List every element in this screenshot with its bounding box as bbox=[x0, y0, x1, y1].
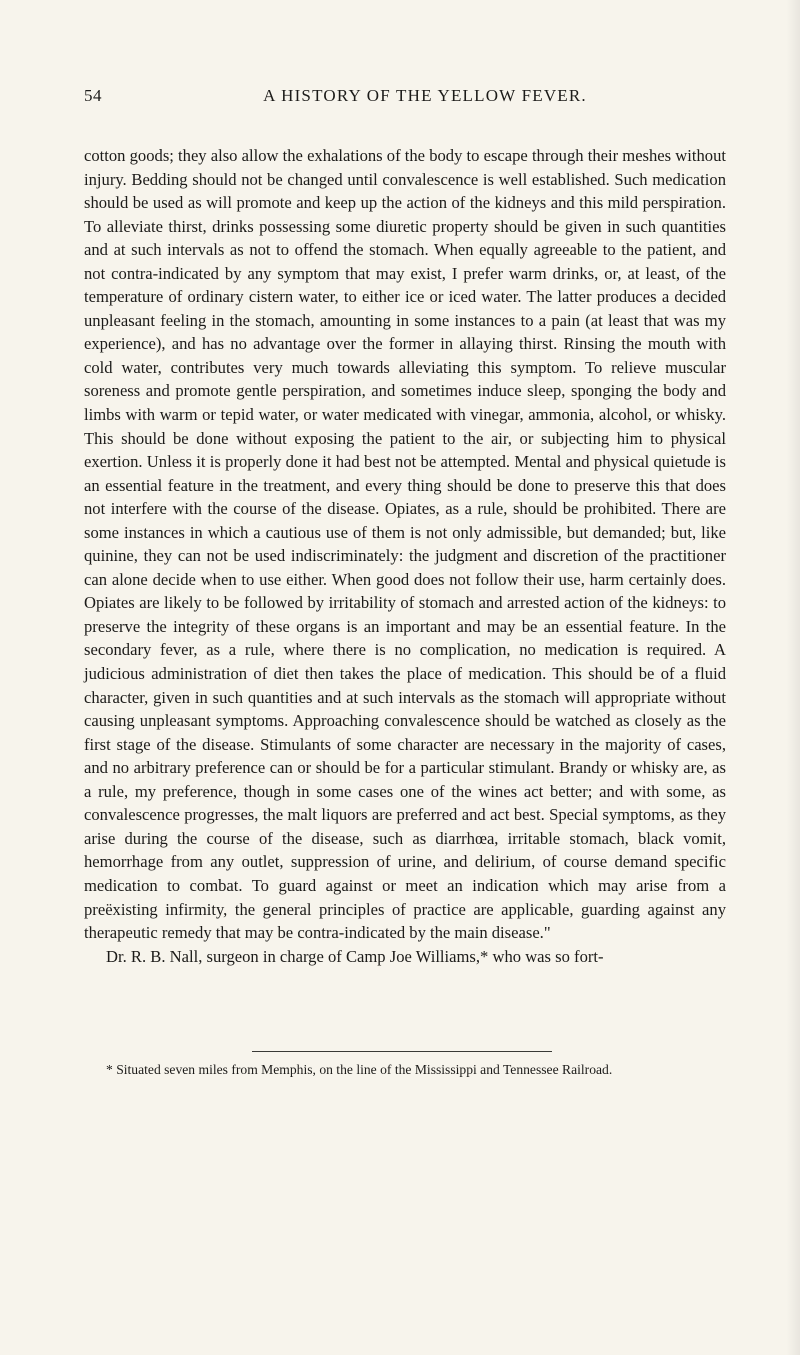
running-title: A HISTORY OF THE YELLOW FEVER. bbox=[263, 86, 587, 105]
paragraph-dr-nall: Dr. R. B. Nall, surgeon in charge of Camp Joe Williams,* who was so fort- bbox=[106, 946, 604, 966]
footnote: * Situated seven miles from Memphis, on the line of the Mississippi and Tennessee Railroad. bbox=[106, 1062, 613, 1077]
page-number: 54 bbox=[84, 86, 102, 105]
footnote-rule bbox=[252, 1051, 552, 1052]
page-edge-shadow bbox=[786, 0, 800, 1355]
running-head bbox=[84, 86, 726, 110]
body-text bbox=[84, 144, 726, 968]
paragraph-continued: cotton goods; they also allow the exhalations of the body to escape through their meshes without injury. Bedding should not be changed until convalescence is well established. Such medication should be used as will promote and keep up the action of the kidneys and this mild perspiration. To alleviate thirst, drinks possessing some diuretic property should be given in such quantities and at such intervals as not to offend the stomach. When equally agreeable to the patient, and not contra-indicated by any symptom that may exist, I prefer warm drinks, or, at least, of the temperature of ordinary cistern water, to either ice or iced water. The latter produces a decided unpleasant feeling in the stomach, amounting in some instances to a pain (at least that was my experience), and has no advantage over the former in allaying thirst. Rinsing the mouth with cold water, contributes very much towards alleviating this symptom. To relieve muscular soreness and promote gentle perspiration, and sometimes induce sleep, sponging the body and limbs with warm or tepid water, or water medicated with vinegar, ammonia, alcohol, or whisky. This should be done without exposing the patient to the air, or subjecting him to physical exertion. Unless it is properly done it had best not be attempted. Mental and physical quietude is an essential feature in the treatment, and every thing should be done to preserve this that does not interfere with the course of the disease. Opiates, as a rule, should be prohibited. There are some instances in which a cautious use of them is not only admissible, but demanded; but, like quinine, they can not be used indiscriminately: the judgment and discretion of the practitioner can alone decide when to use either. When good does not follow their use, harm certainly does. Opiates are likely to be followed by irritability of stomach and arrested action of the kidneys: to preserve the integrity of these organs is an important and may be an essential feature. In the secondary fever, as a rule, where there is no complication, no medication is required. A judicious administration of diet then takes the place of medication. This should be of a fluid character, given in such quantities and at such intervals as the stomach will appropriate without causing unpleasant symptoms. Approaching convalescence should be watched as closely as the first stage of the disease. Stimulants of some character are necessary in the majority of cases, and no arbitrary preference can or should be for a particular stimulant. Brandy or whisky are, as a rule, my preference, though in some cases one of the wines act better; and with some, as convalescence progresses, the malt liquors are preferred and act best. Special symptoms, as they arise during the course of the disease, such as diarrhœa, irritable stomach, black vomit, hemorrhage from any outlet, suppression of urine, and delirium, of course demand specific medication to combat. To guard against or meet an indication which may arise from a preëxisting infirmity, the general principles of practice are applicable, guarding against any therapeutic remedy that may be contra-indicated by the main disease." bbox=[84, 146, 726, 943]
